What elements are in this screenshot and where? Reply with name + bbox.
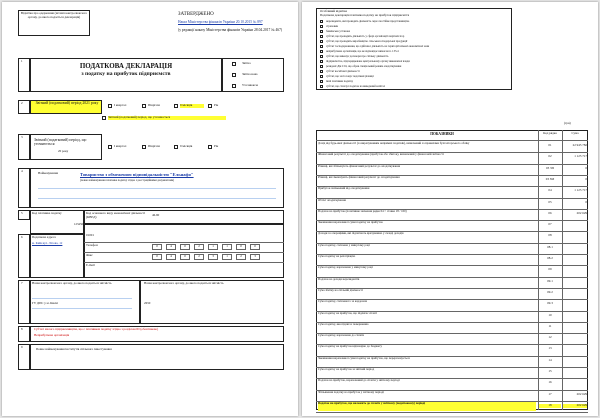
table-row-code: 04 <box>548 188 552 193</box>
table-row-label: Збільшення податку на прибуток у звітному періоді <box>318 389 385 394</box>
type-label-clarifying: Уточнююча <box>242 83 259 87</box>
code-cell[interactable]: 0 <box>250 244 260 250</box>
table-row-sum[interactable]: 0 <box>585 176 587 181</box>
row4-number: 5 <box>21 211 23 215</box>
mark-checkbox[interactable] <box>320 30 323 33</box>
table-row-code: 13 <box>548 346 552 351</box>
table-row-label: Сума збитку на спільній діяльності <box>318 287 364 292</box>
code-cell[interactable]: 0 <box>180 254 190 260</box>
period-half-checkbox[interactable] <box>142 104 146 108</box>
table-sum-divider <box>562 130 563 410</box>
table-row-code: 08 <box>548 233 552 238</box>
stamp-text: Відмітка про одержання (штамп контролюючого органу, до якого подається декларація) <box>20 11 88 19</box>
row8-number: 9 <box>21 345 23 349</box>
table-row-label: Зменшення нарахованої суми податку на прибуток, що перераховується <box>318 355 410 360</box>
table-row-code: 08.2 <box>547 256 553 260</box>
table-row-label: Податок на прибуток (позитивне значення рядка 04 × ставка 18 / 100) <box>318 208 407 213</box>
table-row-sum[interactable]: 202 629 <box>563 404 587 408</box>
control-label: Назва контролюючого органу, до якого подається звітність <box>32 281 112 285</box>
mark-item-label: інші платники податку <box>326 79 354 83</box>
table-row-code: 01 <box>548 143 552 147</box>
header-indicators: ПОКАЗНИКИ <box>430 132 454 136</box>
code-cell[interactable]: 2 <box>194 254 204 260</box>
corr-q1-label: I квартал <box>114 144 127 148</box>
table-row-label: Прибуток звільнений від оподаткування <box>318 186 370 191</box>
row3-number-box <box>18 168 30 208</box>
activity-value[interactable]: 46.90 <box>152 213 160 217</box>
corr-9m-label: 9 місяців <box>180 144 193 148</box>
table-row-code: 09.2 <box>547 289 553 294</box>
code-cell[interactable]: 3 <box>208 254 218 260</box>
table-row-label: Сума податку, сплачена у минулому році <box>318 242 370 247</box>
table-row-label: Різниці, які збільшують фінансовий результат до оподаткування <box>318 163 401 168</box>
code-cell[interactable]: 0 <box>180 244 190 250</box>
period-label: Звітний (податковий) період 2021 року <box>35 101 99 105</box>
declaration-title: ПОДАТКОВА ДЕКЛАРАЦІЯ <box>79 62 173 70</box>
note-nonprofit: Неприбуткова організація <box>34 333 70 337</box>
table-row-label: Сума податку на репатріацію <box>318 254 356 258</box>
control-fill-1 <box>32 298 132 299</box>
type-new-checkbox[interactable] <box>232 73 236 77</box>
table-row-label: Податок на доходи нерезидентів <box>318 276 360 281</box>
table-row-code: 03 ЗП <box>546 165 554 170</box>
row5-number: 6 <box>21 235 23 239</box>
mark-checkbox[interactable] <box>320 60 323 63</box>
name-fill-line <box>38 188 276 189</box>
code-cell[interactable]: 0 <box>236 244 246 250</box>
table-row-sum[interactable]: 1 125 717 <box>574 188 587 193</box>
table-row-sum[interactable]: 1 125 717 <box>574 154 587 159</box>
header-sum: Сума <box>571 131 579 135</box>
table-row-label: Сума податку, нарахована у минулому році <box>318 265 373 270</box>
control-code[interactable]: 2650 <box>144 301 151 305</box>
code-cell[interactable]: 0 <box>152 254 162 260</box>
clarified-period-label: Звітний (податковий) період, що уточнюється <box>108 116 226 120</box>
mark-checkbox[interactable] <box>320 40 323 43</box>
type-reporting-checkbox[interactable] <box>232 62 236 66</box>
table-row-label: Сума податку на прибуток за звітний період <box>318 367 375 371</box>
type-label-new: Звітна нова <box>242 72 258 76</box>
code-cell[interactable]: 0 <box>152 244 162 250</box>
approved-title: ЗАТВЕРДЖЕНО <box>178 12 214 17</box>
table-row-label: Сума податку, яка підлягає поверненню <box>318 321 369 326</box>
mark-item-label: резидент Дія Сіті, що обрав спеціальний режим оподаткування <box>326 64 402 68</box>
code-cell[interactable]: 4 <box>166 244 176 250</box>
table-row-code: 14 <box>548 357 552 362</box>
mark-item-label: суб'єкт, що провадить діяльність у сфері організації азартних ігор <box>326 34 405 38</box>
mark-item-label: неприбуткова організація, що не відповідає вимогам п. 133.4 <box>326 49 399 53</box>
mark-item-label: нерезиденти, які провадять діяльність через постійне представництво <box>326 19 410 23</box>
type-label-reporting: Звітна <box>242 61 251 65</box>
mark-item-label: суб'єкт господарювання, що здійснює діяльність на території вільної економічної зони <box>326 44 430 48</box>
period-q1-checkbox[interactable] <box>108 104 112 108</box>
mark-checkbox[interactable] <box>320 70 323 73</box>
table-row-code: 18 <box>539 404 561 408</box>
code-value[interactable]: 12345678 <box>74 222 86 226</box>
control-code-label: Назва контролюючого органу, до якого подається звітність <box>144 281 224 285</box>
code-cell[interactable]: 3 <box>250 254 260 260</box>
code-cell[interactable]: 1 <box>222 254 232 260</box>
table-row-label: Податок на прибуток, що належить до сплати у звітному (податковому) періоді <box>318 402 536 411</box>
period-year-checkbox[interactable] <box>208 104 212 108</box>
mark-item-label: банківська установа <box>326 29 350 33</box>
table-row-code: 08.1 <box>547 244 553 249</box>
row1-number: 1 <box>21 59 23 63</box>
header-code: Код рядка <box>543 131 557 135</box>
code-label: Код платника податку <box>32 211 62 215</box>
table-row-code: 09.3 <box>547 301 553 306</box>
table-row-label: Різниці, які зменшують фінансовий результат до оподаткування <box>318 174 400 179</box>
mark-checkbox[interactable] <box>320 20 323 23</box>
contact-rule-1 <box>84 242 284 243</box>
table-row-sum[interactable]: 202 629 <box>576 210 587 215</box>
row7-number: 8 <box>21 327 23 331</box>
row3-number: 4 <box>21 169 23 173</box>
corr-year-label: 20 року <box>58 149 69 153</box>
table-row-sum[interactable]: 22 945 782 <box>572 143 587 147</box>
table-row-label: Об'єкт оподаткування <box>318 197 346 202</box>
fax-label: Факс <box>86 253 93 257</box>
table-row-label: Зменшення нарахованої суми податку на прибуток <box>318 220 383 225</box>
table-row-code: 07 <box>548 222 552 227</box>
declaration-page-1 <box>2 2 298 416</box>
corr-period-label: Звітний (податковий) період, що уточнюється <box>34 138 87 147</box>
table-row-label: Доходи за операціями, які підлягають врахуванню у складі доходів <box>318 231 404 236</box>
table-row-code: 06 <box>548 210 552 215</box>
clarified-checkbox[interactable] <box>102 116 106 120</box>
table-row-label: Дохід від будь-якої діяльності (за вирахуванням непрямих податків), визначений за правилами бухгалтерського обліку <box>318 141 470 145</box>
table-row-code: 12 <box>548 335 552 340</box>
marks-title: Особливий відмітка <box>320 9 348 13</box>
marks-note: Податкова декларація платника податку на прибуток підприємств <box>320 13 410 17</box>
table-row-sum[interactable]: 0 <box>585 165 587 170</box>
table-row-label: Сума податку на прибуток відповідно до бюджету <box>318 344 382 349</box>
currency-label: (грн) <box>564 121 571 125</box>
mark-checkbox[interactable] <box>320 25 323 28</box>
name-fill-line-2 <box>38 198 276 199</box>
phone-label: Телефон <box>86 243 98 247</box>
postal-code[interactable]: 01001 <box>86 233 94 237</box>
mark-checkbox[interactable] <box>320 75 323 78</box>
address-value[interactable]: м. Київ вул. Лісова, 12 <box>32 241 63 245</box>
table-row-sum[interactable]: 202 629 <box>576 391 587 396</box>
declaration-subtitle: з податку на прибуток підприємств <box>81 71 171 77</box>
table-row-label: Сума податку, сплаченого за кордоном <box>318 299 368 304</box>
corr-q1-checkbox[interactable] <box>108 145 112 149</box>
code-cell[interactable]: 1 <box>222 244 232 250</box>
table-row-code: 10 <box>548 312 552 317</box>
taxpayer-name[interactable]: Товариство з обмеженою відповідальністю "Ельнафо" <box>80 172 194 177</box>
table-row-code: 09.1 <box>547 278 553 283</box>
row2-number: 2 <box>21 101 23 105</box>
mark-checkbox[interactable] <box>320 55 323 58</box>
type-clarifying-checkbox[interactable] <box>232 84 236 88</box>
table-row-label: Податок на прибуток, нарахований до сплати у звітному періоді <box>318 378 400 383</box>
corr-year-label-opt: Рік <box>214 144 219 148</box>
table-row-code: 16 <box>548 380 552 385</box>
corr-9m-checkbox[interactable] <box>174 145 178 149</box>
mark-item-label: суб'єкт, що виконує договори про спільну діяльність <box>326 54 389 58</box>
contact-rule-3 <box>84 262 284 263</box>
mark-item-label: страховик <box>326 24 339 28</box>
corr-half-label: Півріччя <box>148 144 160 148</box>
table-row-label: Сума податку, нарахована до сплати <box>318 333 365 338</box>
email-label: E-mail <box>86 263 95 267</box>
approved-order: Наказ Міністерства фінансів України 20.10.2015 № 897 <box>178 20 263 24</box>
taxpayer-field-label: Найменування <box>38 171 58 175</box>
mark-checkbox[interactable] <box>320 85 323 88</box>
table-row-code: 09 <box>548 267 552 272</box>
mark-checkbox[interactable] <box>320 80 323 83</box>
corr-year-checkbox[interactable] <box>208 145 212 149</box>
period-9m-label: 9 місяців <box>180 104 204 108</box>
contact-rule-2 <box>84 252 284 253</box>
table-row-rule <box>316 412 588 413</box>
table-row-label: Фінансовий результат до оподаткування (прибуток або збиток), визначений у фінансовій звітності <box>318 152 444 157</box>
mark-item-label: суб'єкт космічної діяльності <box>326 69 360 73</box>
table-row-code: 03 ЗМ <box>545 176 555 181</box>
mark-checkbox[interactable] <box>320 65 323 68</box>
mark-checkbox[interactable] <box>320 35 323 38</box>
mark-checkbox[interactable] <box>320 45 323 48</box>
code-cell[interactable]: 1 <box>208 244 218 250</box>
mark-item-label: суб'єкт, що сплачує податок на виведений капітал <box>326 84 386 88</box>
code-cell[interactable]: 2 <box>236 254 246 260</box>
activity-label: Код основного виду економічної діяльності (КВЕД) <box>86 211 146 219</box>
code-cell[interactable]: 4 <box>166 254 176 260</box>
code-cell[interactable]: 2 <box>194 244 204 250</box>
row6-number-box <box>18 280 30 324</box>
period-q1-label: I квартал <box>114 103 127 107</box>
row6-number: 7 <box>21 281 23 285</box>
investment-label: Повне найменування інститутів спільного інвестування <box>36 347 112 351</box>
taxpayer-note: (повне найменування платника податку згідно з реєстраційними документами) <box>80 179 175 182</box>
period-half-label: Півріччя <box>148 103 160 107</box>
table-row-code: 05 <box>548 199 552 204</box>
control-fill-2 <box>32 308 132 309</box>
note-small-business: Суб'єкт малого підприємництва, що є платником податку згідно з розділом ІІІ (обов'язково) <box>34 327 159 331</box>
table-row-code: 11 <box>548 323 552 328</box>
table-row-code: 17 <box>548 391 552 396</box>
row5-number-box <box>18 234 30 278</box>
row2a-number: 3 <box>21 135 23 139</box>
contacts-table <box>84 224 284 278</box>
mark-item-label: суб'єкт, що провадить виробництво сільськогосподарської продукції <box>326 39 408 43</box>
approved-edition: (у редакції наказу Міністерства фінансів України 28.04.2017 № 467) <box>178 28 283 32</box>
address-label: Податкова адреса <box>32 235 56 239</box>
control-value[interactable]: ГУ ДПС у м. Києві <box>32 301 58 305</box>
corr-half-checkbox[interactable] <box>142 145 146 149</box>
period-9m-checkbox[interactable] <box>174 104 178 108</box>
declaration-page-2 <box>302 2 598 416</box>
mark-item-label: суб'єкт, що застосовує податкові різниці <box>326 74 374 78</box>
period-year-label: Рік <box>214 103 219 107</box>
table-row-label: Сума податку на прибуток, що підлягає сплаті <box>318 310 377 315</box>
table-row-code: 15 <box>548 369 552 373</box>
table-row-sum[interactable]: 0 <box>585 199 587 204</box>
table-row-code: 02 <box>548 154 552 159</box>
mark-item-label: підприємство, підпорядковане центральному органу виконавчої влади <box>326 59 410 63</box>
mark-checkbox[interactable] <box>320 50 323 53</box>
